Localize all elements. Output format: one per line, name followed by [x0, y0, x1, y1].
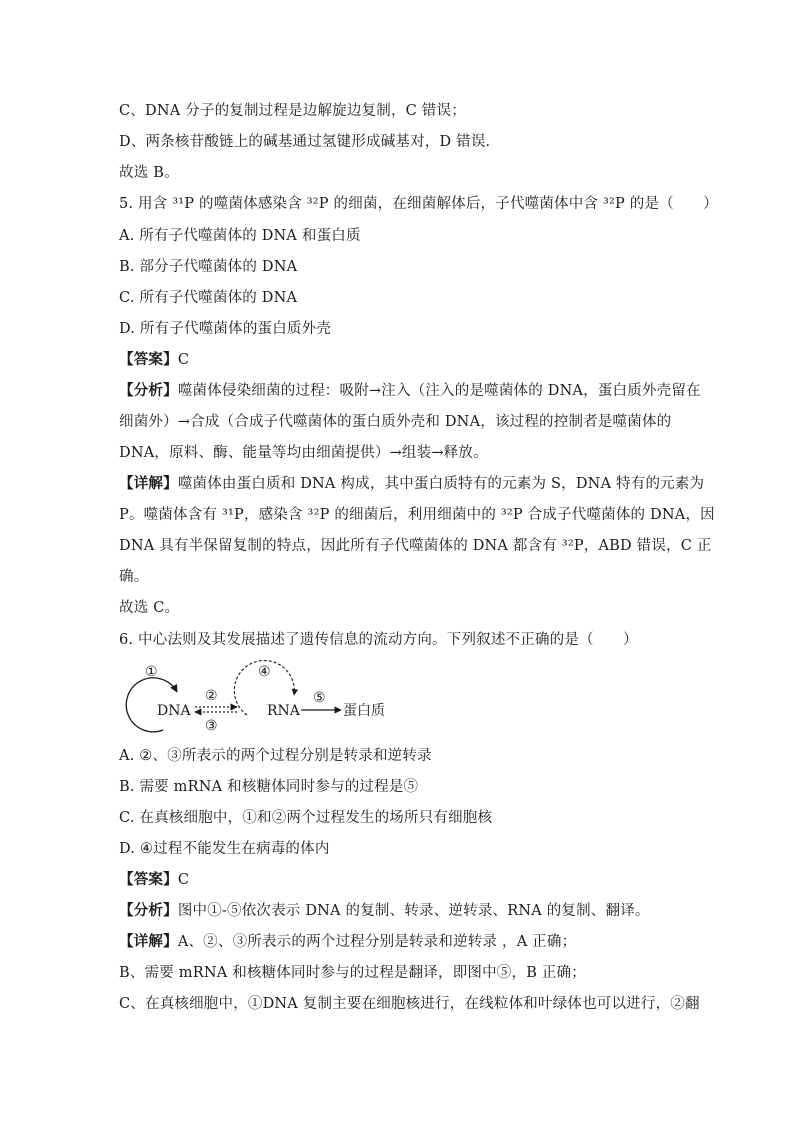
text-line [119, 132, 679, 152]
section-label: 【详解】 [119, 933, 178, 950]
text-line [119, 257, 679, 277]
text-line [119, 505, 715, 525]
section-label: 【答案】 [119, 871, 178, 888]
text-line [119, 598, 679, 618]
text-line [119, 288, 679, 308]
line-text: B. 需要 mRNA 和核糖体同时参与的过程是⑤ [119, 779, 419, 795]
text-line [119, 630, 679, 650]
line-text: B、需要 mRNA 和核糖体同时参与的过程是翻译，即图中⑤，B 正确； [119, 965, 586, 981]
text-line [119, 901, 679, 921]
text-line [119, 101, 679, 121]
line-text: DNA，原料、酶、能量等均由细菌提供）→组装→释放。 [119, 445, 488, 461]
text-line [119, 536, 712, 556]
label-5: ⑤ [313, 690, 326, 706]
line-text: 6. 中心法则及其发展描述了遗传信息的流动方向。下列叙述不正确的是（ ） [119, 632, 638, 648]
line-text: 图中①-⑤依次表示 DNA 的复制、转录、逆转录、RNA 的复制、翻译。 [177, 903, 650, 919]
line-text: C [177, 872, 190, 888]
line-text: B. 部分子代噬菌体的 DNA [119, 259, 298, 275]
section-label: 【分析】 [119, 382, 178, 399]
line-text: 细菌外）→合成（合成子代噬菌体的蛋白质外壳和 DNA，该过程的控制者是噬菌体的 [119, 414, 672, 430]
text-line [119, 963, 679, 983]
label-2: ② [205, 688, 218, 704]
text-line [119, 350, 679, 370]
line-text: C、DNA 分子的复制过程是边解旋边复制，C 错误； [119, 103, 466, 119]
text-line [119, 777, 679, 797]
text-line [119, 319, 679, 339]
line-text: C [177, 352, 190, 368]
text-line [119, 839, 679, 859]
text-line [119, 808, 679, 828]
line-text: A、②、③所表示的两个过程分别是转录和逆转录 ，A 正确； [177, 934, 577, 950]
line-text: DNA 具有半保留复制的特点，因此所有子代噬菌体的 DNA 都含有 ³²P，ABD 错误，C 正 [119, 538, 712, 554]
line-text: C. 在真核细胞中，①和②两个过程发生的场所只有细胞核 [119, 810, 493, 826]
label-1: ① [145, 664, 158, 680]
line-text: 噬菌体侵染细菌的过程：吸附→注入（注入的是噬菌体的 DNA，蛋白质外壳留在 [177, 383, 701, 399]
line-text: 噬菌体由蛋白质和 DNA 构成，其中蛋白质特有的元素为 S，DNA 特有的元素为 [177, 476, 705, 492]
dna-label: DNA [157, 703, 191, 719]
text-line [119, 194, 718, 214]
protein-label: 蛋白质 [343, 703, 385, 719]
text-line [119, 443, 679, 463]
section-label: 【详解】 [119, 475, 178, 492]
line-text: D、两条核苷酸链上的碱基通过氢键形成碱基对，D 错误． [119, 134, 501, 150]
text-line [119, 381, 701, 401]
text-line [119, 567, 679, 587]
line-text: 故选 C。 [119, 600, 180, 616]
line-text: C、在真核细胞中，①DNA 复制主要在细胞核进行，在线粒体和叶绿体也可以进行，②翻 [119, 996, 700, 1012]
line-text: D. ④过程不能发生在病毒的体内 [119, 841, 330, 857]
line-text: A. ②、③所表示的两个过程分别是转录和逆转录 [119, 748, 432, 764]
text-line [119, 226, 679, 246]
line-text: C. 所有子代噬菌体的 DNA [119, 290, 298, 306]
line-text: D. 所有子代噬菌体的蛋白质外壳 [119, 321, 332, 337]
text-line [119, 474, 705, 494]
text-line [119, 870, 679, 890]
line-text: 故选 B。 [119, 165, 179, 181]
rna-label: RNA [267, 703, 300, 719]
section-label: 【答案】 [119, 351, 178, 368]
line-text: 确。 [119, 569, 149, 585]
line-text: A. 所有子代噬菌体的 DNA 和蛋白质 [119, 228, 361, 244]
text-line [119, 412, 679, 432]
line-text: 5. 用含 ³¹P 的噬菌体感染含 ³²P 的细菌，在细菌解体后，子代噬菌体中含 ³²P 的是（ ） [119, 196, 718, 212]
text-line [119, 746, 679, 766]
central-dogma-diagram [119, 660, 419, 740]
text-line [119, 994, 700, 1014]
line-text: P。噬菌体含有 ³¹P，感染含 ³²P 的细菌后，利用细菌中的 ³²P 合成子代噬菌体的 DNA，因 [119, 507, 715, 523]
label-3: ③ [205, 718, 218, 734]
text-line [119, 932, 679, 952]
section-label: 【分析】 [119, 902, 178, 919]
text-line [119, 163, 679, 183]
label-4: ④ [258, 664, 271, 680]
